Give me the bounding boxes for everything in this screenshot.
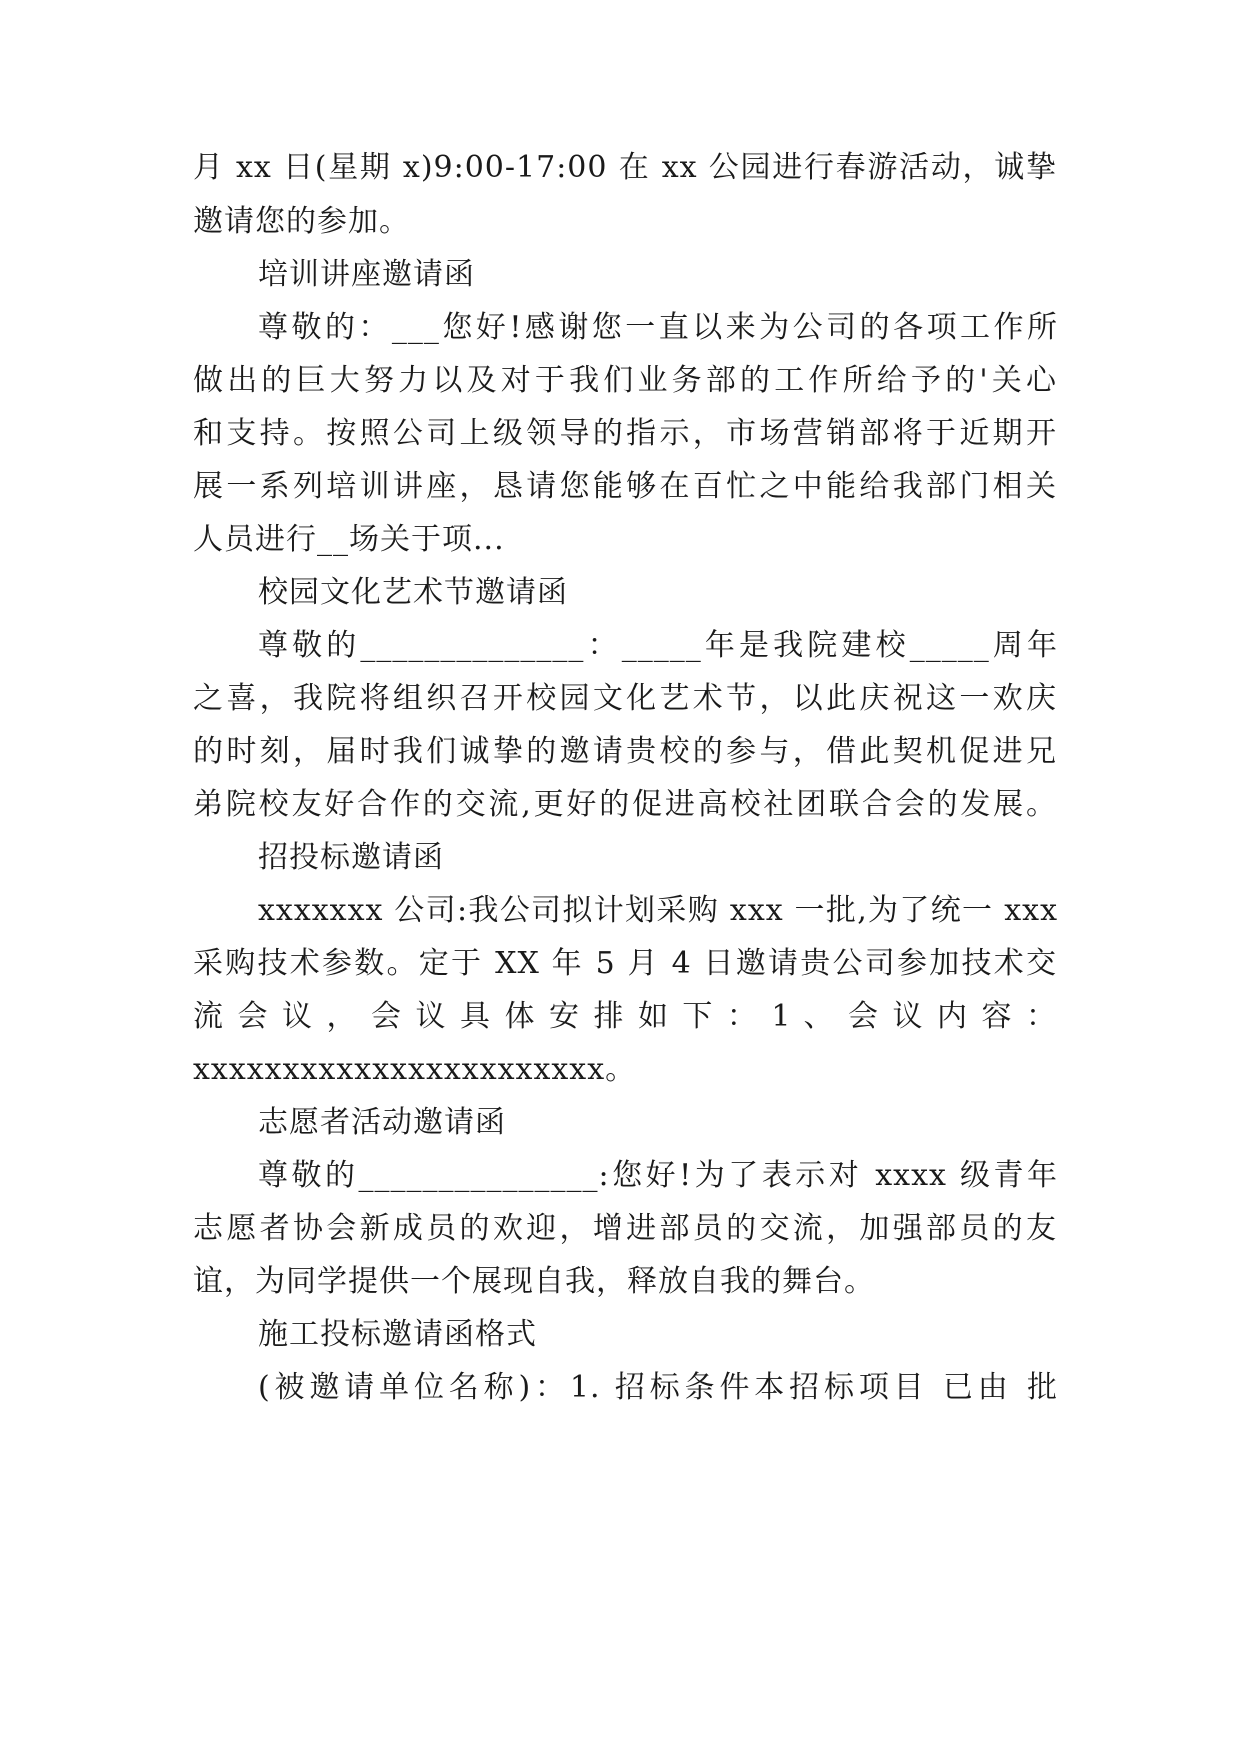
text-line: 月 xx 日(星期 x)9:00-17:00 在 xx 公园进行春游活动，诚挚 bbox=[193, 150, 1057, 185]
section-heading: 培训讲座邀请函 bbox=[258, 257, 475, 292]
text-line: 尊敬的_______________:您好!为了表示对 xxxx 级青年 bbox=[258, 1158, 1058, 1193]
text-line: 之喜，我院将组织召开校园文化艺术节，以此庆祝这一欢庆 bbox=[193, 681, 1057, 716]
text-line: 尊敬的：___您好!感谢您一直以来为公司的各项工作所 bbox=[258, 310, 1058, 345]
text-line: 采购技术参数。定于 XX 年 5 月 4 日邀请贵公司参加技术交 bbox=[193, 946, 1057, 981]
text-line: 做出的巨大努力以及对于我们业务部的工作所给予的'关心 bbox=[193, 363, 1057, 398]
text-line: 的时刻，届时我们诚挚的邀请贵校的参与，借此契机促进兄 bbox=[193, 734, 1057, 769]
text-line: 展一系列培训讲座，恳请您能够在百忙之中能给我部门相关 bbox=[193, 469, 1057, 504]
text-line: 流 会 议 ， 会 议 具 体 安 排 如 下 ： 1 、 会 议 内 容 ： bbox=[193, 999, 1057, 1034]
text-line: 尊敬的______________：_____年是我院建校_____周年 bbox=[258, 628, 1058, 663]
text-line: (被邀请单位名称)：1. 招标条件本招标项目 已由 批 bbox=[258, 1370, 1058, 1405]
text-line: 谊，为同学提供一个展现自我，释放自我的舞台。 bbox=[193, 1264, 875, 1299]
text-line: 和支持。按照公司上级领导的指示，市场营销部将于近期开 bbox=[193, 416, 1057, 451]
text-line: xxxxxxxxxxxxxxxxxxxxxxx。 bbox=[193, 1052, 637, 1087]
section-heading: 校园文化艺术节邀请函 bbox=[258, 575, 568, 610]
section-heading: 志愿者活动邀请函 bbox=[258, 1105, 506, 1140]
section-heading: 招投标邀请函 bbox=[258, 840, 444, 875]
text-line: xxxxxxx 公司:我公司拟计划采购 xxx 一批,为了统一 xxx bbox=[258, 893, 1058, 928]
text-line: 志愿者协会新成员的欢迎，增进部员的交流，加强部员的友 bbox=[193, 1211, 1057, 1246]
section-heading: 施工投标邀请函格式 bbox=[258, 1317, 537, 1352]
text-line: 邀请您的参加。 bbox=[193, 204, 410, 239]
text-line: 人员进行__场关于项... bbox=[193, 522, 505, 557]
text-line: 弟院校友好合作的交流,更好的促进高校社团联合会的发展。 bbox=[193, 787, 1057, 822]
